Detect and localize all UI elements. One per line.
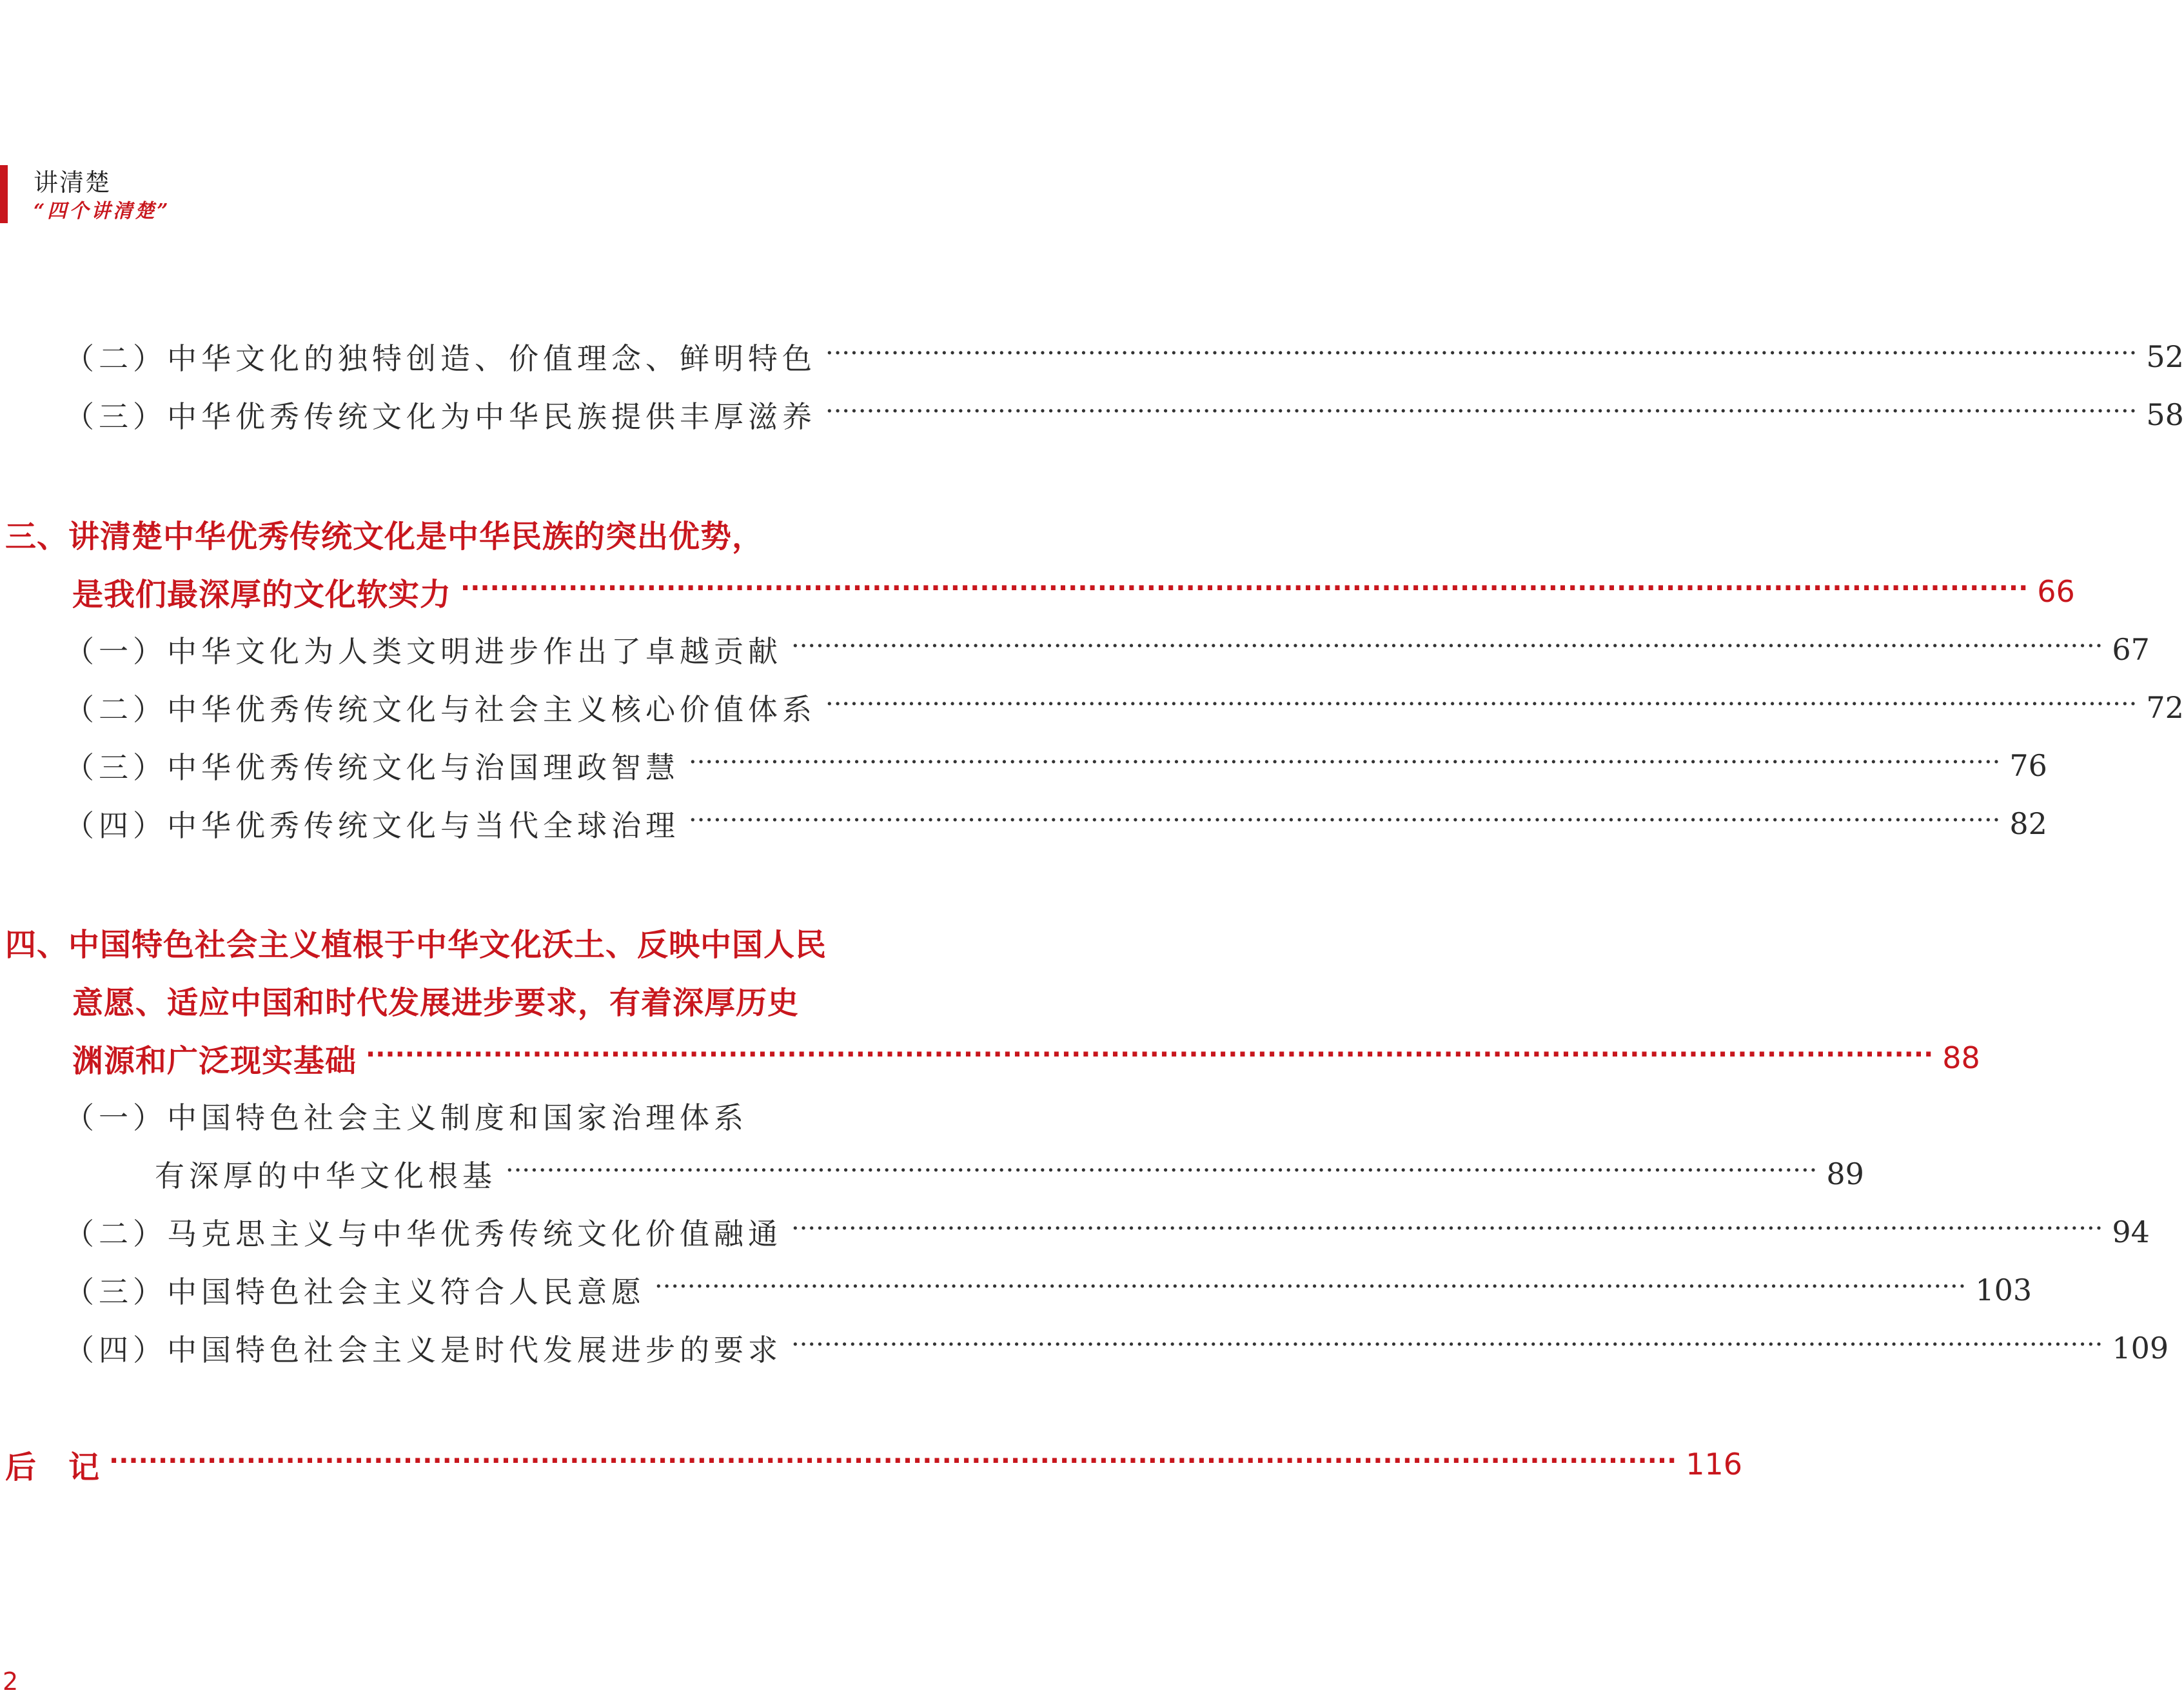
- toc-leader-dots: [791, 633, 2103, 672]
- running-header-title: 讲清楚: [34, 168, 112, 197]
- toc-page-number: 94: [2112, 1215, 2150, 1249]
- toc-leader-dots: [109, 1448, 1677, 1487]
- toc-entry-title: （四）中华优秀传统文化与当代全球治理: [64, 808, 680, 843]
- toc-chapter-title: 意愿、适应中国和时代发展进步要求，有着深厚历史: [72, 984, 800, 1021]
- toc-page-number: 52: [2146, 339, 2184, 374]
- toc-entry-system-roots-line1[interactable]: [64, 1093, 878, 1138]
- toc-entry-title: （二）马克思主义与中华优秀传统文化价值融通: [64, 1216, 782, 1251]
- toc-page-number: 67: [2112, 632, 2150, 667]
- toc-entry-title: 有深厚的中华文化根基: [155, 1158, 497, 1193]
- toc-entry-title: （二）中华优秀传统文化与社会主义核心价值体系: [64, 692, 816, 727]
- toc-afterword[interactable]: [5, 1442, 1743, 1487]
- toc-entry-title: （一）中国特色社会主义制度和国家治理体系: [64, 1100, 748, 1135]
- toc-leader-dots: [506, 1158, 1817, 1196]
- toc-entry-title: （三）中华优秀传统文化与治国理政智慧: [64, 750, 680, 785]
- toc-entry-global-governance[interactable]: [64, 801, 2047, 846]
- toc-page-number: 58: [2146, 397, 2184, 432]
- page-number: 2: [3, 1667, 19, 1696]
- toc-leader-dots: [825, 341, 2137, 379]
- toc-leader-dots: [825, 691, 2137, 730]
- toc-entry-title: （一）中华文化为人类文明进步作出了卓越贡献: [64, 634, 782, 669]
- toc-page-number: 72: [2146, 690, 2184, 725]
- toc-entry-governance-wisdom[interactable]: [64, 743, 2047, 788]
- toc-entry-civilization-contribution[interactable]: [64, 627, 2150, 672]
- toc-page-number: 82: [2009, 806, 2047, 841]
- toc-chapter-title: 后 记: [5, 1449, 101, 1485]
- toc-leader-dots: [791, 1216, 2103, 1255]
- toc-leader-dots: [689, 808, 2000, 846]
- toc-page-number: 89: [1826, 1156, 1864, 1191]
- toc-entry-core-values[interactable]: [64, 685, 2184, 730]
- toc-chapter-title: 三、讲清楚中华优秀传统文化是中华民族的突出优势，: [5, 518, 764, 555]
- toc-page-number: 109: [2112, 1331, 2169, 1365]
- running-header-subtitle: “四个讲清楚”: [34, 200, 171, 223]
- toc-leader-dots: [460, 575, 2028, 614]
- toc-chapter-four-line1[interactable]: [5, 919, 878, 964]
- toc-chapter-title: 四、中国特色社会主义植根于中华文化沃土、反映中国人民: [5, 926, 827, 963]
- toc-entry-system-roots-line2[interactable]: [155, 1151, 1864, 1196]
- toc-chapter-four-line3[interactable]: [72, 1035, 1980, 1080]
- toc-entry-title: （三）中华优秀传统文化为中华民族提供丰厚滋养: [64, 399, 816, 434]
- toc-entry-era-progress[interactable]: [64, 1325, 2169, 1371]
- toc-chapter-three-line1[interactable]: [5, 511, 878, 556]
- toc-page-number: 76: [2009, 748, 2047, 783]
- toc-leader-dots: [791, 1332, 2103, 1371]
- toc-chapter-four-line2[interactable]: [72, 977, 878, 1022]
- toc-leader-dots: [366, 1042, 1933, 1080]
- toc-entry-culture-creation[interactable]: [64, 334, 2184, 379]
- toc-page-number: 66: [2037, 574, 2075, 609]
- header-accent-bar: [0, 165, 8, 223]
- toc-page-number: 88: [1942, 1040, 1980, 1075]
- toc-entry-title: （四）中国特色社会主义是时代发展进步的要求: [64, 1333, 782, 1367]
- toc-chapter-three-line2[interactable]: [72, 569, 2075, 614]
- toc-entry-peoples-will[interactable]: [64, 1267, 2032, 1313]
- toc-chapter-title: 渊源和广泛现实基础: [72, 1042, 357, 1079]
- toc-entry-marxism-integration[interactable]: [64, 1209, 2150, 1255]
- toc-entry-title: （三）中国特色社会主义符合人民意愿: [64, 1275, 645, 1309]
- toc-leader-dots: [825, 399, 2137, 437]
- toc-entry-culture-nourishment[interactable]: [64, 392, 2184, 437]
- toc-page-number: 116: [1686, 1447, 1743, 1482]
- toc-leader-dots: [689, 749, 2000, 788]
- toc-page-number: 103: [1975, 1273, 2032, 1307]
- toc-leader-dots: [654, 1274, 1966, 1313]
- toc-entry-title: （二）中华文化的独特创造、价值理念、鲜明特色: [64, 341, 816, 376]
- toc-chapter-title: 是我们最深厚的文化软实力: [72, 576, 452, 613]
